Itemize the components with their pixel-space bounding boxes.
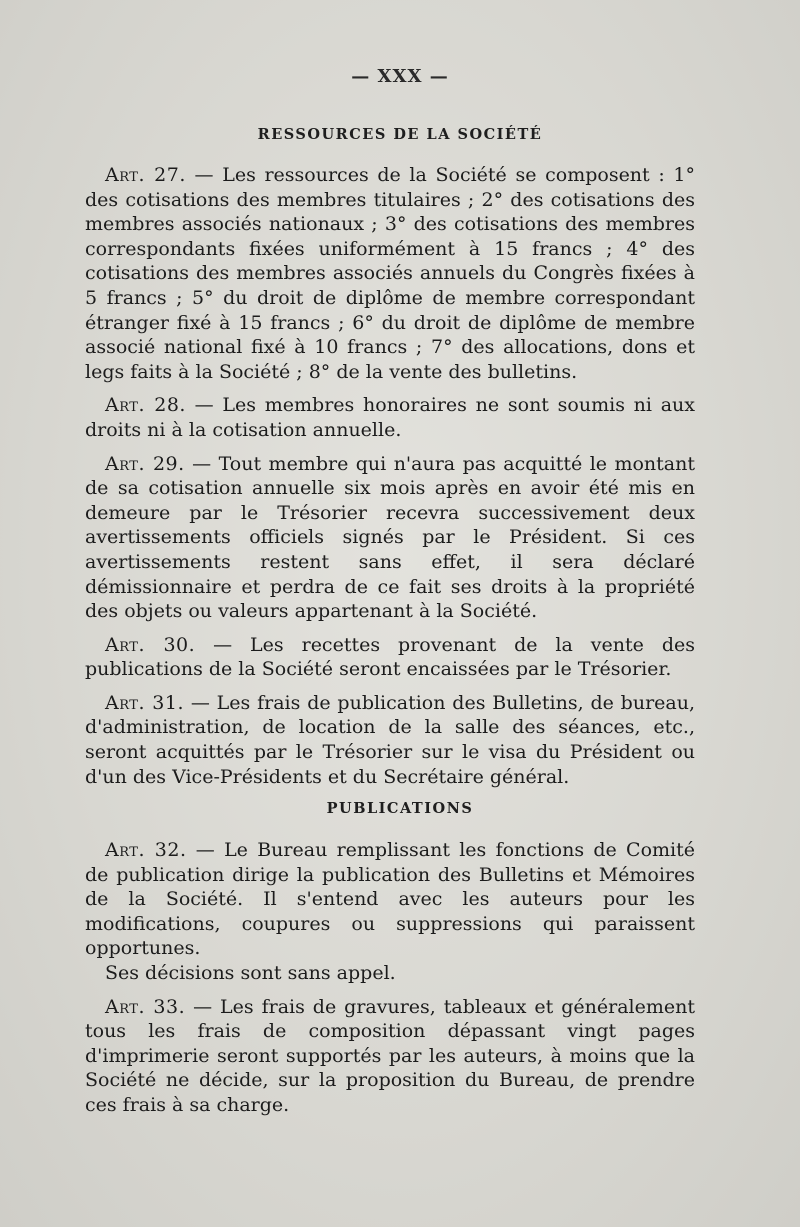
article-text: — Les membres honoraires ne sont soumis ni aux droits ni à la cotisation annuelle. bbox=[85, 394, 696, 441]
article-label: Art. 28. bbox=[105, 394, 186, 417]
article-28 bbox=[85, 393, 695, 442]
article-30 bbox=[85, 633, 695, 682]
article-text: — Les ressources de la Société se composent : 1° des cotisations des membres titulaires ; 2° des cotisations des membres associés nationaux ; 3° des cotisations des membres correspondants fixées uniformément à 15 francs ; 4° des cotisations des membres associés annuels du Congrès fixées à 5 francs ; 5° du droit de diplôme de membre correspondant étranger fixé à 15 francs ; 6° du droit de diplôme de membre associé national fixé à 10 francs ; 7° des allocations, dons et legs faits à la Société ; 8° de la vente des bulletins. bbox=[85, 164, 695, 383]
article-label: Art. 30. bbox=[105, 633, 196, 656]
page-number: — XXX — bbox=[351, 66, 449, 87]
article-27 bbox=[85, 163, 695, 384]
article-text: — Tout membre qui n'aura pas acquitté le montant de sa cotisation annuelle six mois après en avoir été mis en demeure par le Trésorier recevra successivement deux avertissements officiels signés par le Président. Si ces avertissements restent sans effet, il sera déclaré démissionnaire et perdra de ce fait ses droits à la propriété des objets ou valeurs appartenant à la Société. bbox=[85, 452, 696, 623]
article-32 bbox=[85, 838, 695, 961]
article-text: — Les frais de publication des Bulletins, de bureau, d'administration, de location de la salle des séances, etc., seront acquittés par le Trésorier sur le visa du Président ou d'un des Vice-Présidents et du Secrétaire général. bbox=[85, 691, 695, 788]
section-ressources bbox=[85, 163, 695, 798]
article-label: Art. 27. bbox=[105, 164, 186, 186]
article-label: Art. 31. bbox=[105, 691, 185, 714]
article-29 bbox=[85, 452, 695, 624]
article-text: — Le Bureau remplissant les fonctions de Comité de publication dirige la publication des Bulletins et Mémoires de la Société. Il s'entend avec les auteurs pour les modifications, coupures ou suppressions qui paraissent opportunes. bbox=[85, 839, 696, 960]
article-label: Art. 32. bbox=[105, 839, 187, 861]
article-label: Art. 29. bbox=[105, 452, 185, 475]
article-text: — Les frais de gravures, tableaux et généralement tous les frais de composition dépassant vingt pages d'imprimerie seront supportés par les auteurs, à moins que la Société ne décide, sur la proposition du Bureau, de prendre ces frais à sa charge. bbox=[85, 995, 696, 1116]
article-text: — Les recettes provenant de la vente des publications de la Société seront encaissées par le Trésorier. bbox=[85, 633, 695, 681]
section-publications bbox=[85, 838, 695, 1127]
section-heading-publications: PUBLICATIONS bbox=[326, 800, 474, 817]
article-33 bbox=[85, 995, 695, 1118]
article-32-continuation: Ses décisions sont sans appel. bbox=[105, 961, 396, 984]
article-label: Art. 33. bbox=[105, 995, 186, 1018]
section-heading-ressources: RESSOURCES DE LA SOCIÉTÉ bbox=[257, 126, 543, 143]
article-31 bbox=[85, 691, 695, 789]
